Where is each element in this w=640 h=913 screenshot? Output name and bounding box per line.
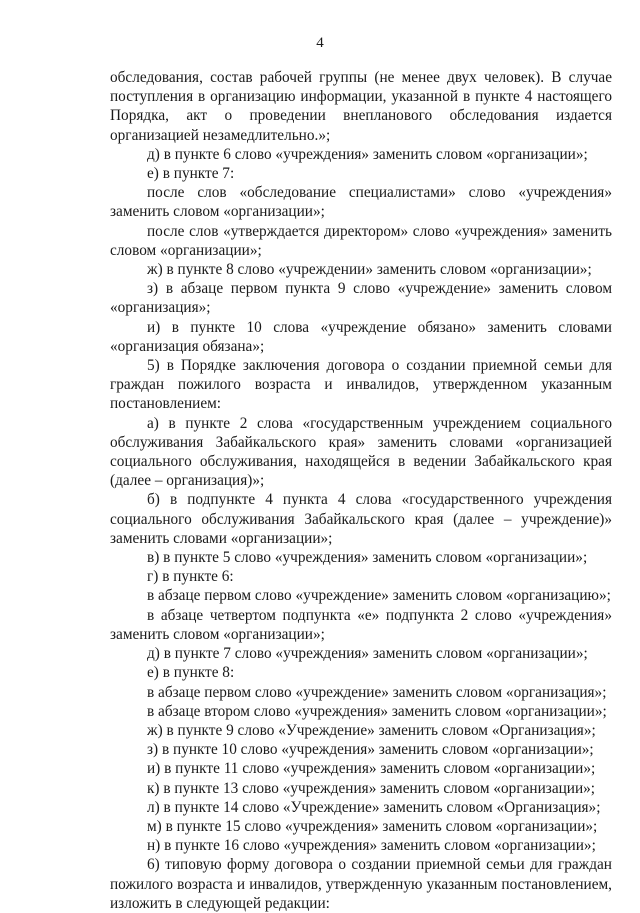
paragraph: в) в пункте 5 слово «учреждения» заменить словом «организации»; xyxy=(147,549,588,567)
paragraph: б) в подпункте 4 пункта 4 слова «государственного учреждения социального обслуживания Забайкальского края (далее – учреждение)» заменить словами «организации»; xyxy=(110,491,612,547)
paragraph: ж) в пункте 9 слово «Учреждение» заменить словом «Организация»; xyxy=(147,721,596,739)
paragraph: м) в пункте 15 слово «учреждения» заменить словом «организации»; xyxy=(147,817,598,835)
paragraph: е) в пункте 7: xyxy=(147,165,235,183)
page-number: 4 xyxy=(316,35,324,51)
paragraph: и) в пункте 10 слова «учреждение обязано» заменить словами «организация обязана»; xyxy=(110,318,612,355)
paragraph: после слов «обследование специалистами» слово «учреждения» заменить словом «организации»; xyxy=(110,184,612,221)
paragraph: после слов «утверждается директором» слово «учреждения» заменить словом «организации»; xyxy=(110,222,612,259)
paragraph: в абзаце втором слово «учреждения» заменить словом «организации»; xyxy=(147,702,607,720)
document-body xyxy=(110,68,612,913)
paragraph: ж) в пункте 8 слово «учреждении» заменить словом «организации»; xyxy=(147,261,592,279)
paragraph: обследования, состав рабочей группы (не менее двух человек). В случае поступления в организацию информации, указанной в пункте 4 настоящего Порядка, акт о проведении внепланового обследования издается организацией незамедлительно.»; xyxy=(110,69,612,144)
paragraph: 6) типовую форму договора о создании приемной семьи для граждан пожилого возраста и инвалидов, утвержденную указанным постановлением, изложить в следующей редакции: xyxy=(110,856,612,912)
paragraph: к) в пункте 13 слово «учреждения» заменить словом «организации»; xyxy=(147,779,596,797)
paragraph: а) в пункте 2 слова «государственным учреждением социального обслуживания Забайкальского края» заменить словами «организацией социального обслуживания, находящейся в ведении Забайкальского края (далее – организация)»; xyxy=(110,414,612,490)
paragraph: з) в абзаце первом пункта 9 слово «учреждение» заменить словом «организация»; xyxy=(110,280,612,317)
paragraph: д) в пункте 6 слово «учреждения» заменить словом «организации»; xyxy=(147,145,588,163)
paragraph: г) в пункте 6: xyxy=(147,568,234,586)
paragraph: в абзаце первом слово «учреждение» заменить словом «организацию»; xyxy=(147,587,611,605)
paragraph: з) в пункте 10 слово «учреждения» заменить словом «организации»; xyxy=(147,741,594,759)
paragraph: в абзаце первом слово «учреждение» заменить словом «организация»; xyxy=(147,683,607,701)
paragraph: н) в пункте 16 слово «учреждения» заменить словом «организации»; xyxy=(147,837,596,855)
paragraph: 5) в Порядке заключения договора о создании приемной семьи для граждан пожилого возраста и инвалидов, утвержденном указанным постановлением: xyxy=(110,357,612,413)
paragraph: л) в пункте 14 слово «Учреждение» заменить словом «Организация»; xyxy=(147,798,601,816)
paragraph: и) в пункте 11 слово «учреждения» заменить словом «организации»; xyxy=(147,760,596,778)
paragraph: в абзаце четвертом подпункта «е» подпункта 2 слово «учреждения» заменить словом «организации»; xyxy=(110,606,612,643)
paragraph: е) в пункте 8: xyxy=(147,664,235,682)
paragraph: д) в пункте 7 слово «учреждения» заменить словом «организации»; xyxy=(147,645,588,663)
